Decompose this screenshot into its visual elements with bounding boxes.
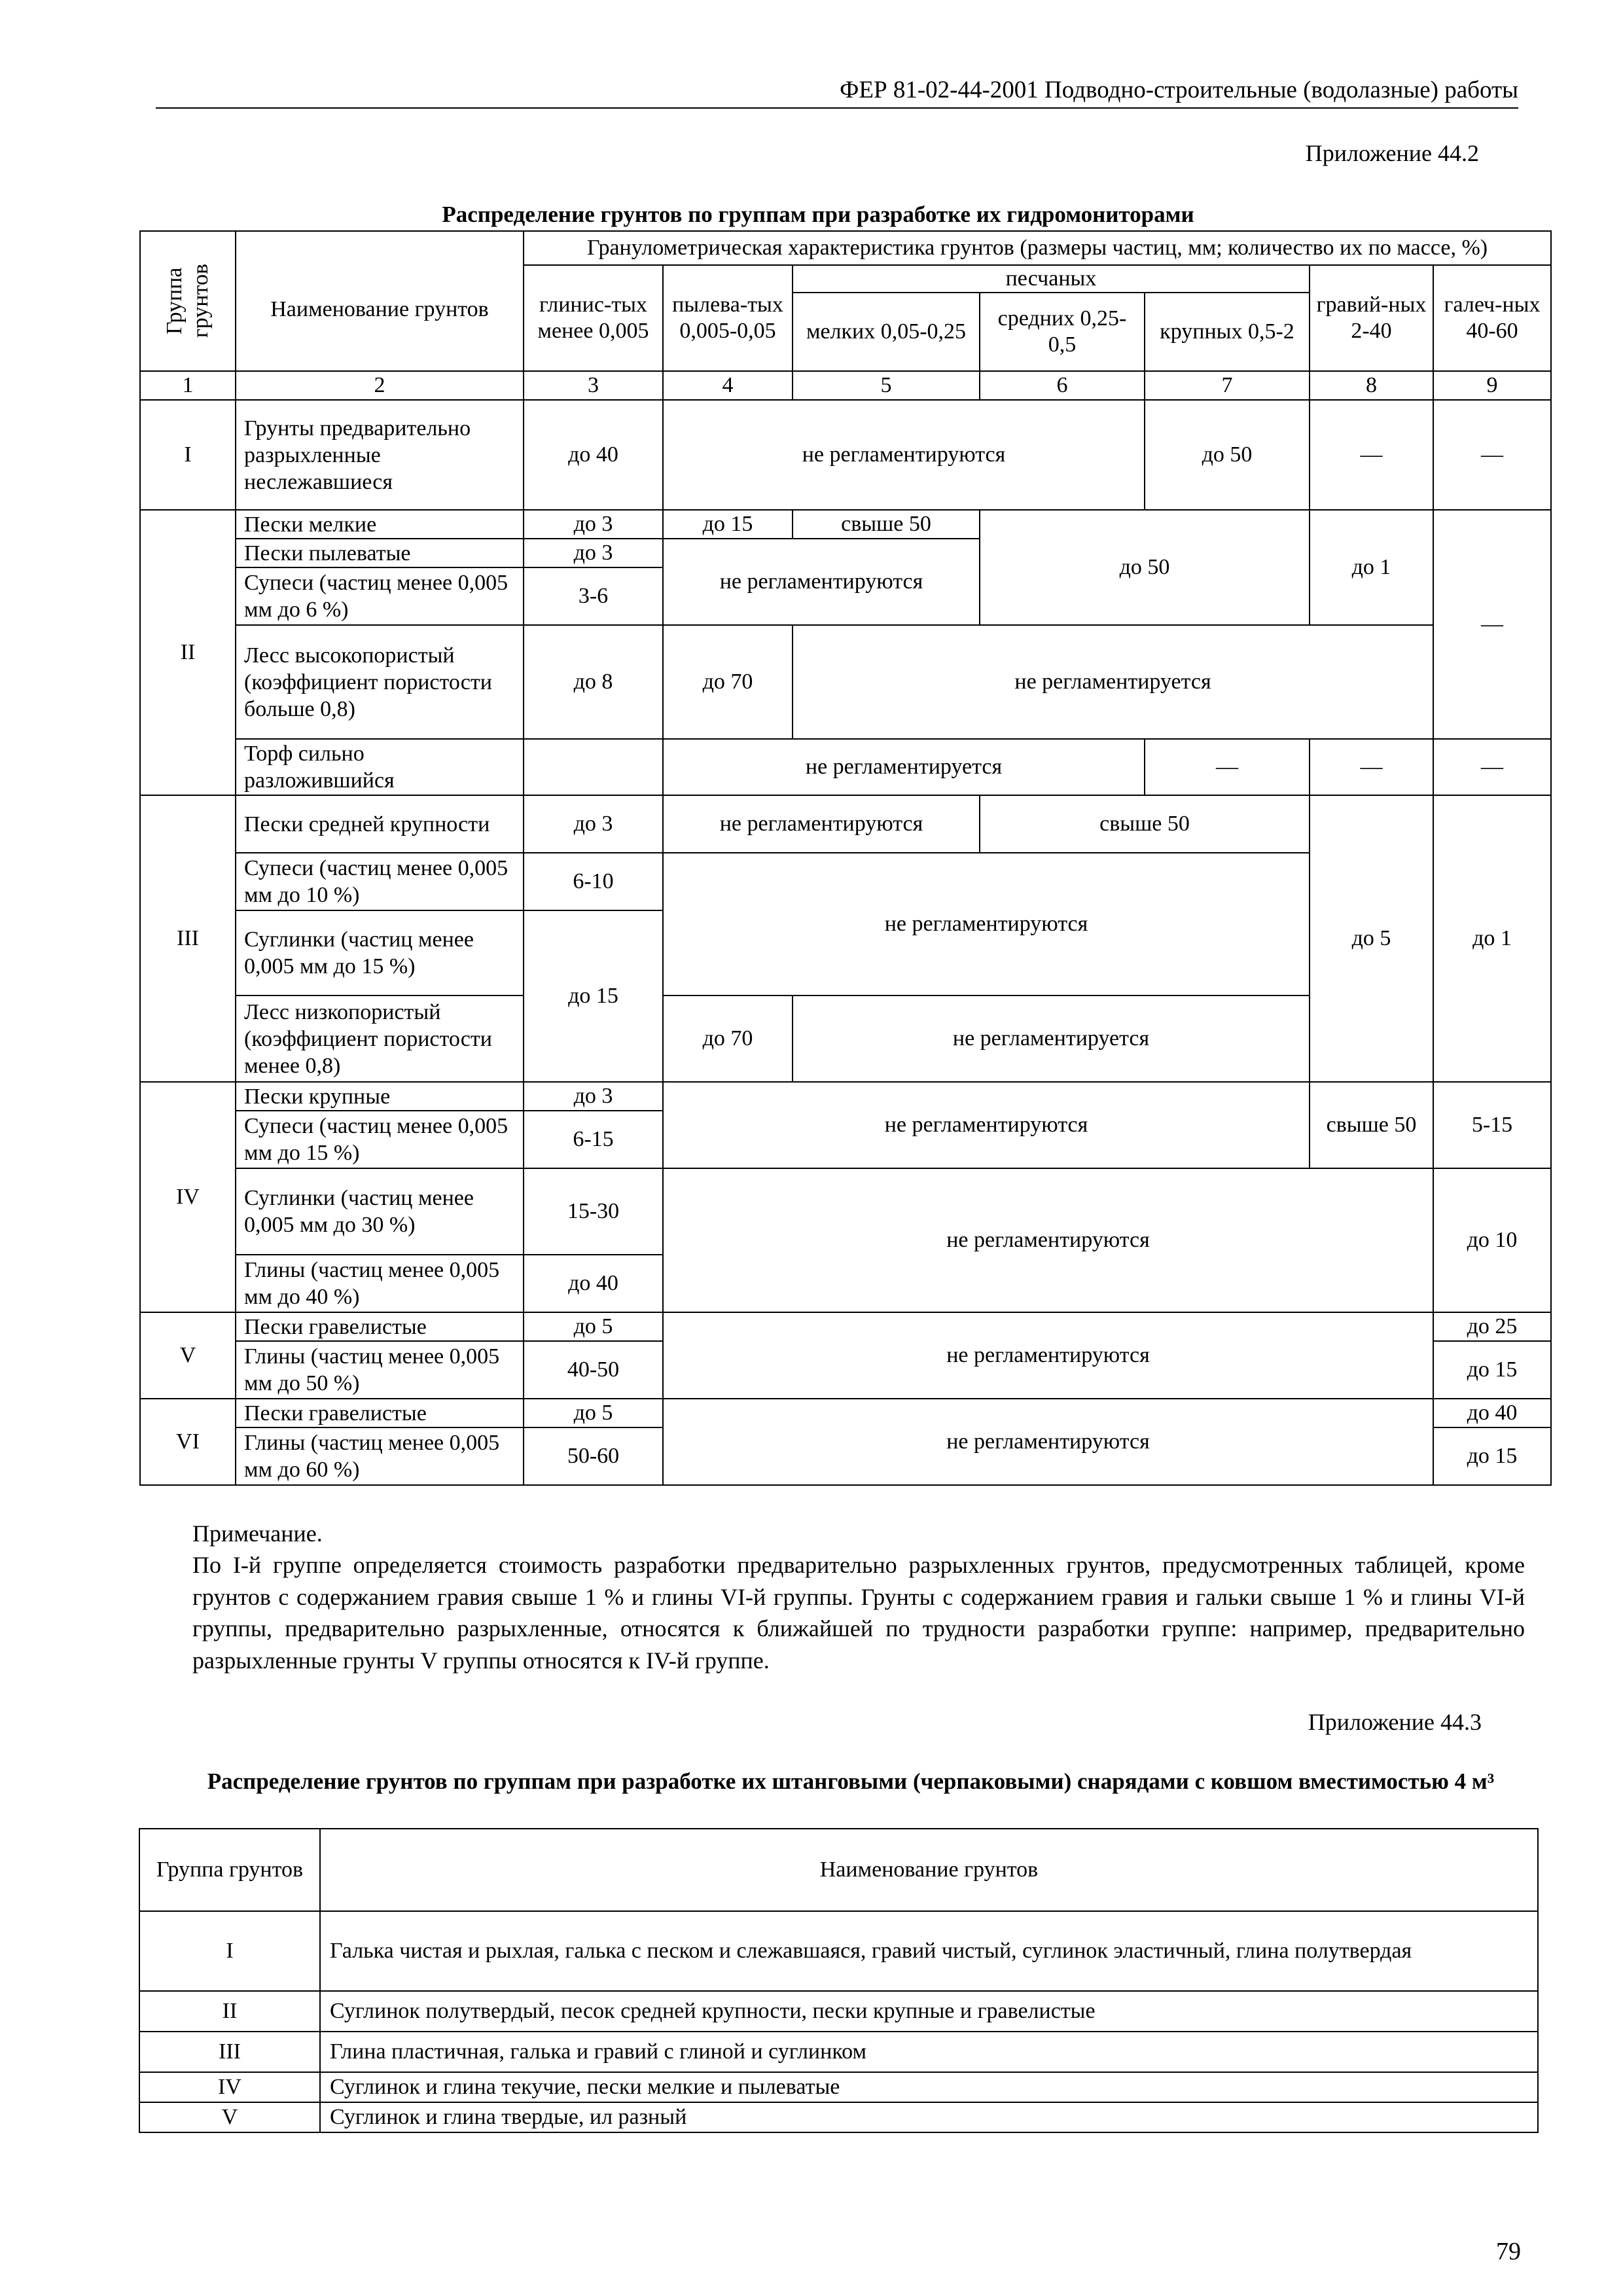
- group-label: IV: [140, 1082, 236, 1312]
- value-cell: до 3: [524, 795, 663, 853]
- value-cell: не регламентируются: [663, 1082, 1310, 1168]
- value-cell: не регламентируется: [793, 996, 1310, 1082]
- header-medium: средних 0,25-0,5: [980, 293, 1145, 371]
- group-label: III: [140, 795, 236, 1082]
- group-label: IV: [139, 2072, 320, 2102]
- header-pebble: галеч-ных 40-60: [1433, 265, 1551, 371]
- col-number: 8: [1310, 371, 1433, 400]
- col-number: 6: [980, 371, 1145, 400]
- value-cell: до 15: [663, 510, 793, 539]
- value-cell: [524, 739, 663, 795]
- table-row: [139, 2102, 1538, 2132]
- table-row: [140, 400, 1551, 510]
- value-cell: не регламентируется: [793, 625, 1433, 739]
- value-cell: не регламентируются: [663, 1399, 1433, 1485]
- soil-name: Супеси (частиц менее 0,005 мм до 10 %): [236, 853, 524, 910]
- value-cell: —: [1433, 510, 1551, 739]
- soil-name: Лесс высокопористый (коэффициент пористости больше 0,8): [236, 625, 524, 739]
- value-cell: до 8: [524, 625, 663, 739]
- value-cell: до 5: [524, 1312, 663, 1341]
- table-row: [139, 2032, 1538, 2072]
- table-row: [140, 739, 1551, 795]
- header-sandy: песчаных: [793, 265, 1310, 293]
- table-row: [140, 625, 1551, 739]
- value-cell: до 70: [663, 625, 793, 739]
- value-cell: до 15: [1433, 1341, 1551, 1399]
- header-coarse: крупных 0,5-2: [1145, 293, 1310, 371]
- soil-name: Пески мелкие: [236, 510, 524, 539]
- table-row: [140, 795, 1551, 853]
- value-cell: 40-50: [524, 1341, 663, 1399]
- column-numbers-row: [140, 371, 1551, 400]
- soil-name: Супеси (частиц менее 0,005 мм до 6 %): [236, 567, 524, 625]
- header-name: Наименование грунтов: [320, 1829, 1538, 1911]
- group-label: V: [140, 1312, 236, 1399]
- table-row: [140, 1168, 1551, 1255]
- header-rule: [156, 107, 1518, 109]
- running-header: ФЕР 81-02-44-2001 Подводно-строительные (водолазные) работы: [840, 77, 1518, 103]
- value-cell: до 15: [1433, 1427, 1551, 1485]
- value-cell: не регламентируются: [663, 1312, 1433, 1399]
- table-row: [139, 1991, 1538, 2032]
- value-cell: до 1: [1310, 510, 1433, 625]
- value-cell: до 50: [980, 510, 1310, 625]
- table-row: [140, 510, 1551, 539]
- value-cell: до 10: [1433, 1168, 1551, 1312]
- group-label: I: [140, 400, 236, 510]
- value-cell: до 70: [663, 996, 793, 1082]
- table-row: [140, 1399, 1551, 1427]
- value-cell: не регламентируются: [663, 853, 1310, 996]
- value-cell: до 3: [524, 539, 663, 567]
- value-cell: до 40: [524, 1255, 663, 1312]
- soil-name: Галька чистая и рыхлая, галька с песком и слежавшаяся, гравий чистый, суглинок эластичный, глина полутвердая: [320, 1911, 1538, 1991]
- note-body: По I-й группе определяется стоимость разработки предварительно разрыхленных грунтов, предусмотренных таблицей, кроме грунтов с содержанием гравия свыше 1 % и глины VI-й группы. Грунты с содержанием гравия и гальки свыше 1 % и глины VI-й группы, предварительно разрыхленные, относятся к ближайшей по трудности разработки группе: например, предварительно разрыхленные грунты V группы относятся к IV-й группе.: [192, 1552, 1525, 1674]
- col-number: 4: [663, 371, 793, 400]
- value-cell: до 1: [1433, 795, 1551, 1082]
- header-clay: глинис-тых менее 0,005: [524, 265, 663, 371]
- value-cell: —: [1310, 400, 1433, 510]
- soil-groups-dredger-table: [139, 1828, 1539, 2133]
- header-granulometric: Гранулометрическая характеристика грунтов (размеры частиц, мм; количество их по массе, %): [524, 231, 1551, 265]
- value-cell: 15-30: [524, 1168, 663, 1255]
- value-cell: 6-15: [524, 1111, 663, 1168]
- soil-name: Супеси (частиц менее 0,005 мм до 15 %): [236, 1111, 524, 1168]
- soil-name: Суглинок полутвердый, песок средней крупности, пески крупные и гравелистые: [320, 1991, 1538, 2032]
- value-cell: —: [1310, 739, 1433, 795]
- soil-name: Глины (частиц менее 0,005 мм до 50 %): [236, 1341, 524, 1399]
- col-number: 7: [1145, 371, 1310, 400]
- table-row: [140, 1312, 1551, 1341]
- soil-name: Глины (частиц менее 0,005 мм до 40 %): [236, 1255, 524, 1312]
- table-row: [139, 1911, 1538, 1991]
- table-1-title: Распределение грунтов по группам при разработке их гидромониторами: [442, 202, 1194, 227]
- table-2-title: Распределение грунтов по группам при разработке их штанговыми (черпаковыми) снарядами с ковшом вместимостью 4 м³: [207, 1768, 1495, 1794]
- col-number: 1: [140, 371, 236, 400]
- group-label: II: [139, 1991, 320, 2032]
- soil-name: Грунты предварительно разрыхленные неслежавшиеся: [236, 400, 524, 510]
- group-label: VI: [140, 1399, 236, 1485]
- soil-name: Пески гравелистые: [236, 1399, 524, 1427]
- value-cell: не регламентируются: [663, 539, 980, 625]
- soil-name: Пески гравелистые: [236, 1312, 524, 1341]
- appendix-44-2-label: Приложение 44.2: [1305, 140, 1479, 166]
- col-number: 9: [1433, 371, 1551, 400]
- group-label: III: [139, 2032, 320, 2072]
- table-row: [139, 2072, 1538, 2102]
- note-title: Примечание.: [192, 1520, 323, 1547]
- value-cell: не регламентируются: [663, 795, 980, 853]
- col-number: 2: [236, 371, 524, 400]
- value-cell: 50-60: [524, 1427, 663, 1485]
- value-cell: до 40: [524, 400, 663, 510]
- value-cell: свыше 50: [1310, 1082, 1433, 1168]
- header-gravel: гравий-ных 2-40: [1310, 265, 1433, 371]
- soil-name: Пески пылеватые: [236, 539, 524, 567]
- col-number: 3: [524, 371, 663, 400]
- soil-groups-hydromonitor-table: [139, 230, 1552, 1486]
- header-fine: мелких 0,05-0,25: [793, 293, 980, 371]
- value-cell: не регламентируется: [663, 739, 1145, 795]
- soil-name: Глины (частиц менее 0,005 мм до 60 %): [236, 1427, 524, 1485]
- soil-name: Пески средней крупности: [236, 795, 524, 853]
- value-cell: до 5: [1310, 795, 1433, 1082]
- value-cell: до 3: [524, 1082, 663, 1111]
- value-cell: 6-10: [524, 853, 663, 910]
- soil-name: Торф сильно разложившийся: [236, 739, 524, 795]
- header-group: Группа грунтов: [162, 264, 213, 338]
- soil-name: Суглинок и глина твердые, ил разный: [320, 2102, 1538, 2132]
- soil-name: Пески крупные: [236, 1082, 524, 1111]
- value-cell: не регламентируются: [663, 1168, 1433, 1312]
- value-cell: не регламентируются: [663, 400, 1145, 510]
- value-cell: свыше 50: [980, 795, 1310, 853]
- value-cell: до 50: [1145, 400, 1310, 510]
- soil-name: Суглинки (частиц менее 0,005 мм до 30 %): [236, 1168, 524, 1255]
- header-silt: пылева-тых 0,005-0,05: [663, 265, 793, 371]
- value-cell: —: [1145, 739, 1310, 795]
- value-cell: —: [1433, 400, 1551, 510]
- soil-name: Лесс низкопористый (коэффициент пористости менее 0,8): [236, 996, 524, 1082]
- value-cell: 5-15: [1433, 1082, 1551, 1168]
- group-label: V: [139, 2102, 320, 2132]
- value-cell: до 25: [1433, 1312, 1551, 1341]
- value-cell: 3-6: [524, 567, 663, 625]
- value-cell: до 3: [524, 510, 663, 539]
- group-label: II: [140, 510, 236, 795]
- header-name: Наименование грунтов: [236, 231, 524, 371]
- col-number: 5: [793, 371, 980, 400]
- value-cell: до 15: [524, 910, 663, 1082]
- value-cell: до 40: [1433, 1399, 1551, 1427]
- soil-name: Суглинки (частиц менее 0,005 мм до 15 %): [236, 910, 524, 996]
- value-cell: свыше 50: [793, 510, 980, 539]
- value-cell: —: [1433, 739, 1551, 795]
- page-number: 79: [1496, 2238, 1521, 2265]
- soil-name: Суглинок и глина текучие, пески мелкие и пылеватые: [320, 2072, 1538, 2102]
- table-row: [140, 1082, 1551, 1111]
- appendix-44-3-label: Приложение 44.3: [1308, 1709, 1482, 1735]
- soil-name: Глина пластичная, галька и гравий с глиной и суглинком: [320, 2032, 1538, 2072]
- header-group: Группа грунтов: [139, 1829, 320, 1911]
- header-group-cell: [140, 231, 236, 371]
- value-cell: до 5: [524, 1399, 663, 1427]
- group-label: I: [139, 1911, 320, 1991]
